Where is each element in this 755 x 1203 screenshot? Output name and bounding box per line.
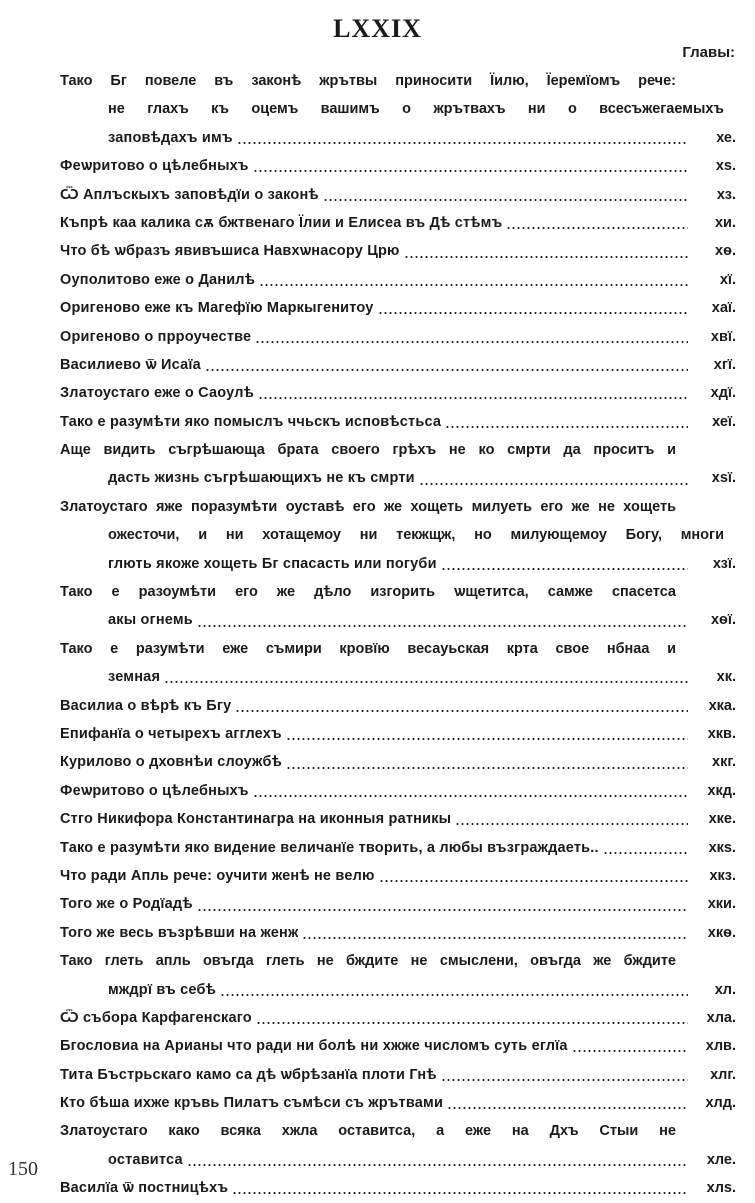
toc-entry	[60, 720, 736, 748]
dot-leader	[455, 822, 688, 826]
entry-text: Тако глеть апль овъгда глеть не бждите не смыслени, овъгда же бждите	[60, 953, 676, 970]
toc-entry	[60, 408, 736, 436]
dot-leader	[404, 255, 688, 259]
chapter-number: хкв.	[707, 725, 736, 742]
entry-text: Тако е разумѣти яко видение величанїе творить, а любы възграждаеть..	[60, 839, 599, 856]
dot-leader	[378, 311, 688, 315]
toc-line	[60, 834, 736, 862]
chapter-number: хѳї.	[710, 612, 736, 629]
dot-leader	[164, 680, 688, 684]
chapter-number: хкѕ.	[708, 839, 736, 856]
dot-leader	[256, 1021, 688, 1025]
toc-entry	[60, 152, 736, 180]
dot-leader	[323, 198, 688, 202]
chapter-number: хкг.	[712, 754, 736, 771]
dot-leader	[506, 226, 688, 230]
toc-line	[60, 1174, 736, 1202]
dot-leader	[259, 283, 688, 287]
toc-line	[60, 1146, 736, 1174]
entry-text: Бгословиа на Арианы что ради ни болѣ ни хжже числомъ суть еглїа	[60, 1038, 568, 1055]
toc-line	[60, 1032, 736, 1060]
toc-entry	[60, 1032, 736, 1060]
toc-line	[60, 436, 736, 464]
toc-line	[60, 663, 736, 691]
toc-line	[60, 521, 736, 549]
entry-text: глють якоже хощеть Бг спасасть или погуби	[108, 555, 437, 572]
toc-line	[60, 777, 736, 805]
toc-line	[60, 862, 736, 890]
toc-line	[60, 692, 736, 720]
entry-text: Епифанїа о четырехъ агглехъ	[60, 725, 282, 742]
chapter-number: хле.	[706, 1151, 736, 1168]
table-of-contents	[60, 67, 736, 1203]
dot-leader	[447, 1106, 688, 1110]
toc-line	[60, 748, 736, 776]
chapter-number: хї.	[719, 271, 736, 288]
toc-entry	[60, 379, 736, 407]
entry-text: Что ради Апль рече: оучити женѣ не велю	[60, 867, 375, 884]
entry-text: Василиа о вѣрѣ къ Бгу	[60, 697, 232, 714]
dot-leader	[603, 851, 688, 855]
chapter-number: хвї.	[710, 328, 736, 345]
entry-text: мждрї въ себѣ	[108, 981, 217, 998]
entry-text: Ѿ събора Карфагенскаго	[60, 1009, 252, 1026]
entry-text: оставитса	[108, 1151, 183, 1168]
chapter-number: хѕї.	[711, 470, 736, 487]
toc-line	[60, 578, 736, 606]
toc-line	[60, 294, 736, 322]
toc-entry	[60, 919, 736, 947]
dot-leader	[302, 936, 688, 940]
toc-line	[60, 266, 736, 294]
entry-text: Того же весь възрѣвши на женж	[60, 924, 299, 941]
dot-leader	[237, 141, 688, 145]
toc-entry	[60, 578, 736, 635]
dot-leader	[220, 993, 688, 997]
toc-line	[60, 67, 736, 95]
chapter-number: хк.	[716, 669, 736, 686]
entry-text: Ѿ Аплъскыхъ заповѣдїи о законѣ	[60, 186, 319, 203]
toc-entry	[60, 323, 736, 351]
entry-text: Курилово о дховнѣи слоужбѣ	[60, 754, 283, 771]
entry-text: Тако е разумѣти яко помыслъ ччьскъ исповѣстьса	[60, 413, 442, 430]
chapter-number: хз.	[716, 186, 736, 203]
toc-line	[60, 152, 736, 180]
chapter-number: хкѳ.	[707, 924, 736, 941]
entry-text: Феѡритово о цѣлебныхъ	[60, 158, 249, 175]
entry-text: Василїа ѿ постницѣхъ	[60, 1180, 229, 1197]
entry-text: Къпрѣ каа калика сѫ бжтвенаго Їлии и Елисеа въ Дѣ стѣмъ	[60, 214, 503, 231]
chapter-number: хке.	[708, 811, 736, 828]
chapter-number: хѕ.	[715, 158, 736, 175]
toc-entry	[60, 436, 736, 493]
chapter-number: хла.	[706, 1009, 736, 1026]
toc-entry	[60, 237, 736, 265]
toc-entry	[60, 1174, 736, 1202]
dot-leader	[441, 1078, 688, 1082]
toc-line	[60, 919, 736, 947]
entry-text: Тако е разоумѣти его же дѣло изгорить ѡщетитса, самже спасетса	[60, 584, 676, 601]
chapter-number: хлѕ.	[706, 1180, 736, 1197]
entry-text: Оуполитово еже о Данилѣ	[60, 271, 256, 288]
toc-entry	[60, 777, 736, 805]
toc-line	[60, 1117, 736, 1145]
toc-line	[60, 493, 736, 521]
dot-leader	[441, 567, 688, 571]
toc-line	[60, 95, 736, 123]
toc-line	[60, 1061, 736, 1089]
chapter-number: хл.	[714, 981, 736, 998]
entry-text: акы огнемь	[108, 612, 193, 629]
chapter-number: хдї.	[710, 385, 736, 402]
dot-leader	[379, 879, 688, 883]
toc-line	[60, 606, 736, 634]
dot-leader	[258, 396, 688, 400]
toc-line	[60, 550, 736, 578]
toc-line	[60, 351, 736, 379]
toc-entry	[60, 805, 736, 833]
dot-leader	[419, 482, 688, 486]
dot-leader	[232, 1191, 688, 1195]
entry-text: Оригеново еже къ Магефїю Маркыгенитоу	[60, 300, 374, 317]
toc-line	[60, 947, 736, 975]
entry-text: Аще видить съгрѣшающа брата своего грѣхъ не ко смрти да проситъ и	[60, 442, 676, 459]
entry-text: Оригеново о прроучестве	[60, 328, 252, 345]
chapter-number: хе.	[716, 129, 736, 146]
chapter-number: хзї.	[712, 555, 736, 572]
chapter-number: хлд.	[705, 1095, 736, 1112]
toc-line	[60, 720, 736, 748]
dot-leader	[445, 425, 688, 429]
chapter-number: хи.	[714, 214, 736, 231]
entry-text: Василиево ѿ Исаїа	[60, 356, 201, 373]
toc-entry	[60, 834, 736, 862]
entry-text: Стго Никифора Константинагра на иконныя ратникы	[60, 811, 452, 828]
entry-text: дасть жизнь съгрѣшающихъ не къ смрти	[108, 470, 415, 487]
dot-leader	[253, 794, 688, 798]
toc-line	[60, 379, 736, 407]
toc-line	[60, 209, 736, 237]
toc-line	[60, 890, 736, 918]
entry-text: Тита Бъстрьскаго камо са дѣ ѡбрѣзанїа плоти Гнѣ	[60, 1066, 437, 1083]
entry-text: Что бѣ ѡбразъ явивъшиса Навхѡнасору Црю	[60, 243, 400, 260]
entry-text: Тако е разумѣти еже съмири кровїю весауьская крта свое нбнаа и	[60, 640, 676, 657]
entry-text: Златоустаго яже поразумѣти оуставѣ его же хощеть милуеть его же не хощеть	[60, 498, 676, 515]
toc-entry	[60, 1004, 736, 1032]
dot-leader	[205, 368, 688, 372]
chapter-number: хкд.	[707, 782, 736, 799]
chapter-number: хка.	[708, 697, 736, 714]
toc-entry	[60, 947, 736, 1004]
toc-entry	[60, 635, 736, 692]
entry-text: Златоустаго како всяка хжла оставитса, а еже на Дхъ Стыи не	[60, 1123, 676, 1140]
dot-leader	[187, 1163, 688, 1167]
entry-text: Феѡритово о цѣлебныхъ	[60, 782, 249, 799]
toc-entry	[60, 181, 736, 209]
entry-text: Тако Бг повеле въ законѣ жрътвы приносити Їилю, Їеремїомъ рече:	[60, 73, 676, 89]
chapter-number: хѳ.	[715, 243, 736, 260]
chapter-number: хлг.	[710, 1066, 736, 1083]
toc-entry	[60, 493, 736, 578]
section-title: LXXIX	[333, 14, 422, 43]
dot-leader	[197, 624, 688, 628]
toc-entry	[60, 266, 736, 294]
page-number: 150	[8, 1158, 38, 1180]
chapters-heading: Главы:	[682, 44, 735, 61]
toc-entry	[60, 209, 736, 237]
toc-line	[60, 124, 736, 152]
toc-entry	[60, 890, 736, 918]
toc-entry	[60, 67, 736, 152]
chapter-number: хкз.	[709, 867, 736, 884]
entry-text: Кто бѣша ихже кръвь Пилатъ съмѣси съ жрътвами	[60, 1095, 444, 1112]
toc-entry	[60, 692, 736, 720]
entry-text: Того же о Родїадѣ	[60, 896, 193, 913]
toc-entry	[60, 1117, 736, 1174]
toc-entry	[60, 294, 736, 322]
toc-entry	[60, 351, 736, 379]
chapter-number: хлв.	[705, 1038, 736, 1055]
dot-leader	[572, 1049, 688, 1053]
toc-line	[60, 323, 736, 351]
chapter-number: хеї.	[712, 413, 736, 430]
chapter-number: хки.	[707, 896, 736, 913]
dot-leader	[255, 340, 688, 344]
dot-leader	[235, 709, 688, 713]
entry-text: заповѣдахъ имъ	[108, 129, 233, 146]
toc-line	[60, 408, 736, 436]
toc-line	[60, 1004, 736, 1032]
toc-line	[60, 1089, 736, 1117]
toc-line	[60, 237, 736, 265]
entry-text: не глахъ къ оцемъ вашимъ о жрътвахъ ни о всесъжегаемыхъ	[108, 101, 724, 118]
dot-leader	[253, 169, 688, 173]
entry-text: ожесточи, и ни хотащемоу ни текжщж, но милующемоу Богу, многи	[108, 527, 724, 544]
toc-line	[60, 635, 736, 663]
toc-entry	[60, 748, 736, 776]
chapter-number: хаї.	[711, 300, 736, 317]
chapter-number: хгї.	[713, 356, 736, 373]
toc-line	[60, 464, 736, 492]
toc-entry	[60, 1061, 736, 1089]
toc-line	[60, 181, 736, 209]
toc-line	[60, 805, 736, 833]
toc-line	[60, 976, 736, 1004]
dot-leader	[286, 737, 688, 741]
toc-entry	[60, 862, 736, 890]
entry-text: земная	[108, 669, 161, 686]
dot-leader	[197, 908, 688, 912]
toc-entry	[60, 1089, 736, 1117]
entry-text: Златоустаго еже о Саоулѣ	[60, 385, 254, 402]
dot-leader	[286, 766, 688, 770]
